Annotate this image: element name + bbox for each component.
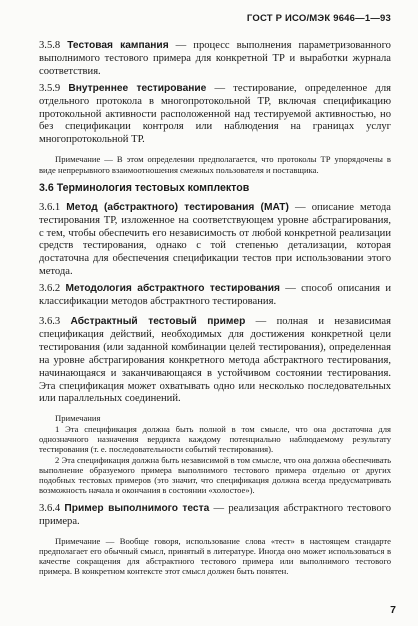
definition-text: — описание метода тестирования ТР, изложенное на соответствующем уровне абстрагирования, с тем, чтобы обеспечить его независимость от любой конкретной реализации средств тестирования, однако с той степенью детализации, которая достаточна для обеспечения спецификации тестов при использовании этого метода. [39,201,391,278]
definition-text: — процесс выполнения параметризованного выполнимого тестового примера для конкретной ТР и выработки журнала соответствия. [39,40,391,77]
section-3-6-heading [39,182,391,195]
section-3-6-4 [39,503,391,529]
term: Методология абстрактного тестирования [65,283,280,295]
term: Абстрактный тестовый пример [70,316,246,327]
note-text: — Вообще говоря, использование слова «тест» в настоящем стандарте предполагает его обычный смысл, принятый в литературе. Иногда оно может использоваться в качестве сокращения для абстрактного тестового примера или выполнимого тестового примера. В конкретном контексте этот смысл должен быть понятен. [39,535,391,577]
section-3-6-3 [39,316,391,406]
definition-text: — реализация абстрактного тестового примера. [39,502,391,527]
note-item-1: 1 Эта спецификация должна быть полной в том смысле, что она достаточна для однозначного назначения вердикта каждому потенциально наблюдаемому результату тестирования (т. е. последовательности событий тестирования). [39,423,391,455]
section-number: 3.5.9 [39,82,61,94]
note-item-2: 2 Эта спецификация должна быть независимой в том смысле, что она должна обеспечивать выполнение образуемого примера выполнимого тестового примера отдельно от других подобных тестовых примеров (это значит, что спецификация должна всегда предусматривать возможность начала и окончания в состоянии «холостое»). [39,454,391,496]
term: Тестовая кампания [67,40,169,51]
note-3 [39,536,391,577]
standard-header: ГОСТ Р ИСО/МЭК 9646—1—93 [246,13,391,24]
definition-text: — способ описания и классификации методов абстрактного тестирования. [39,283,391,308]
definition-text: — полная и независимая спецификация действий, необходимых для достижения конкретной цели тестирования (или заданной комбинации целей тестирования), определенная на уровне абстрагирования конкретного метода абстрактного тестирования, начинающаяся и заканчивающаяся в устойчивом состоянии тестирования. Эта спецификация может охватывать одно или несколько последовательных или параллельных соединений. [39,316,391,405]
term: Метод (абстрактного) тестирования (МАТ) [66,201,289,213]
definition-text: — тестирование, определенное для отдельного протокола в многопротокольной ТР, включая спецификацию протокольной активности расположенной над тестируемой активностью, но без спецификации контроля или наблюдения на границах услуг многопротокольной ТР. [39,82,391,146]
note-1 [39,154,391,175]
note-text: — В этом определении предполагается, что протоколы ТР упорядочены в виде непрерывного взаимоотношения смежных пользователя и поставщика. [39,154,391,175]
section-3-5-8 [39,40,391,79]
section-3-6-1 [39,202,391,279]
section-title: Терминология тестовых комплектов [56,181,250,194]
section-3-6-2 [39,283,391,309]
section-number: 3.6.1 [39,201,61,213]
note-label: Примечание [55,154,101,165]
section-number: 3.5.8 [39,40,61,51]
page-number: 7 [390,604,396,616]
notes-heading: Примечания [55,413,101,424]
section-3-5-9 [39,83,391,148]
term: Внутреннее тестирование [68,82,207,94]
section-number: 3.6 [39,181,54,194]
section-number: 3.6.4 [39,502,61,514]
term: Пример выполнимого теста [64,502,210,514]
section-number: 3.6.2 [39,283,61,295]
page-content [39,40,391,577]
section-number: 3.6.3 [39,316,61,327]
note-label: Примечание [55,535,101,546]
